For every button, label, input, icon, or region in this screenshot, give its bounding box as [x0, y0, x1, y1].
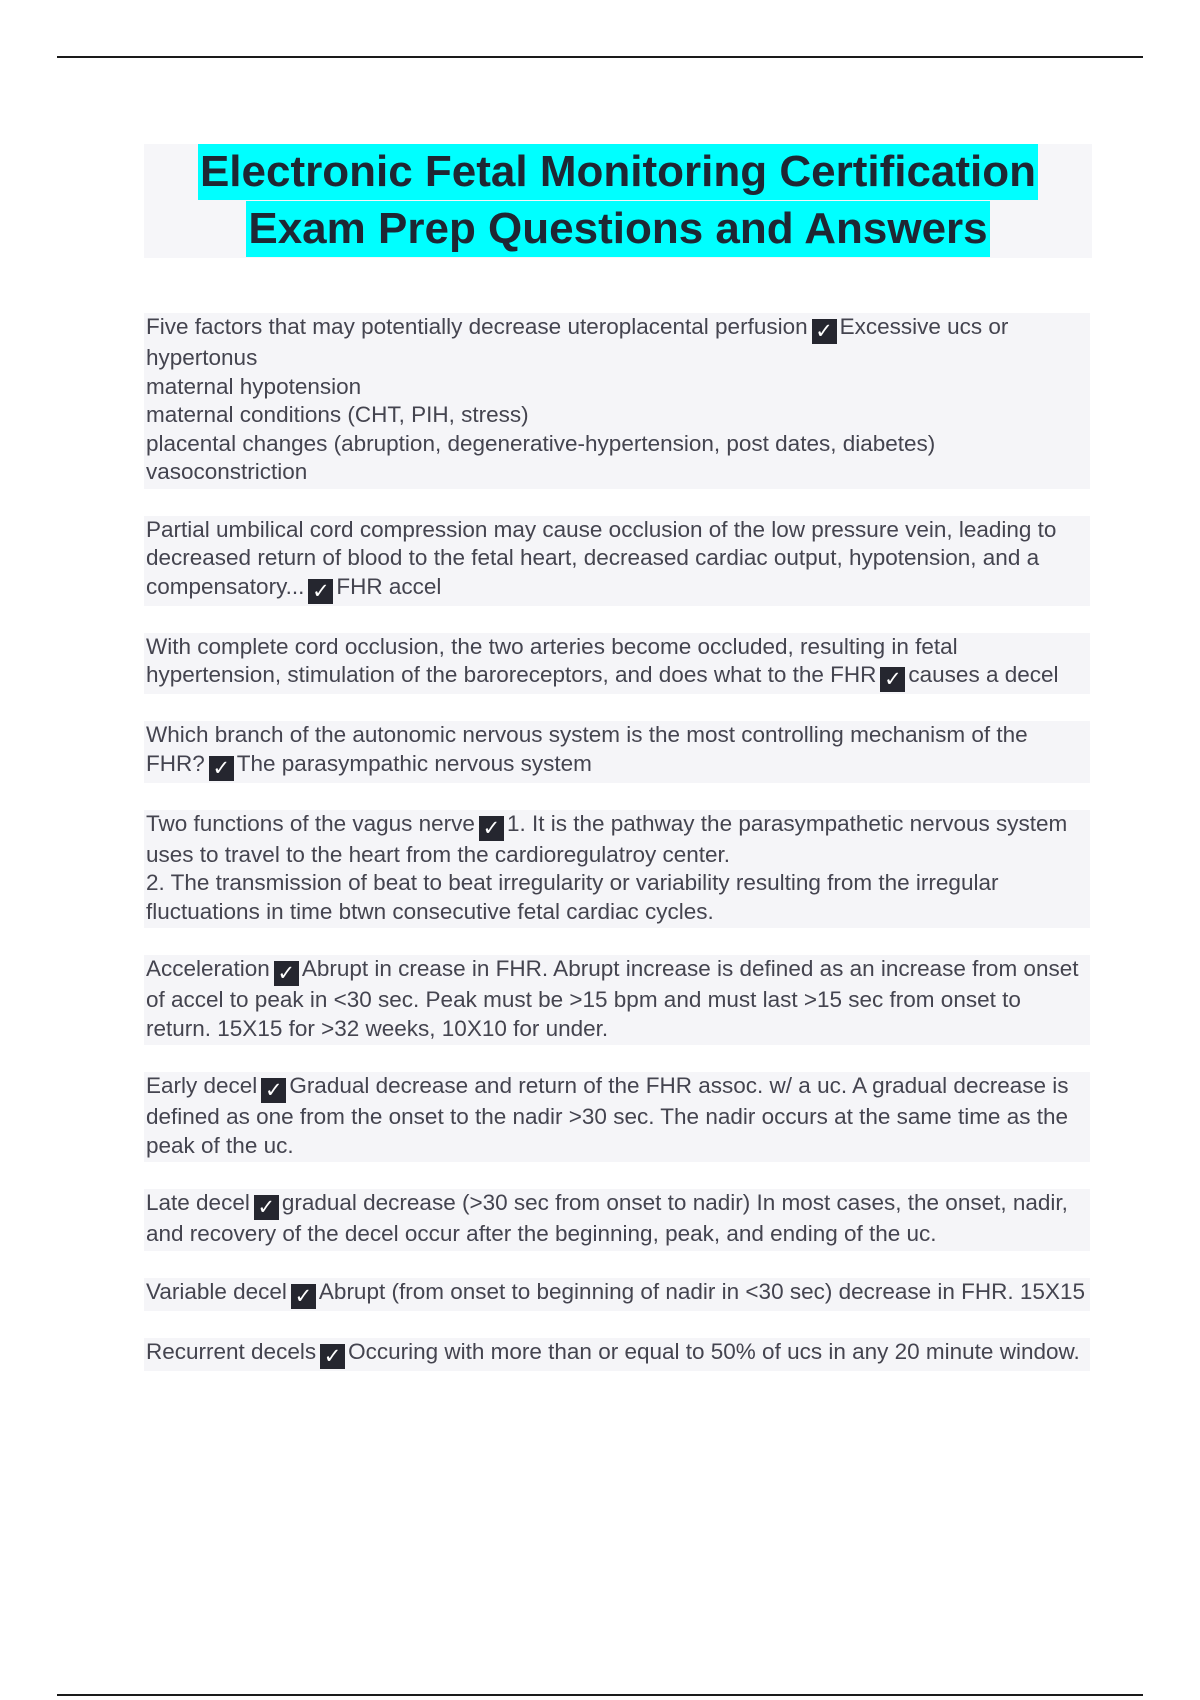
answer-text: placental changes (abruption, degenerative-hypertension, post dates, diabetes): [146, 430, 936, 456]
answer-text: Abrupt in crease in FHR. Abrupt increase is defined as an increase from onset of accel to peak in <30 sec. Peak must be >15 bpm and must last >15 sec from onset to return. 15X15 for >32 weeks, 10X10 for under.: [146, 956, 1079, 1041]
qa-item: [144, 313, 1090, 489]
qa-item: [144, 810, 1090, 929]
question-text: Which branch of the autonomic nervous system is the most controlling mechanism of the FHR?: [146, 722, 1028, 776]
question-text: Recurrent decels: [146, 1338, 317, 1364]
answer-text: maternal conditions (CHT, PIH, stress): [146, 402, 529, 427]
qa-item: [144, 955, 1090, 1045]
qa-item: [144, 1338, 1090, 1371]
qa-item: [144, 516, 1090, 606]
answer-text: Gradual decrease and return of the FHR assoc. w/ a uc. A gradual decrease is defined as one from the onset to the nadir >30 sec. The nadir occurs at the same time as the peak of the uc.: [146, 1073, 1069, 1158]
answer-text: gradual decrease (>30 sec from onset to nadir) In most cases, the onset, nadir, and recovery of the decel occur after the beginning, peak, and ending of the uc.: [146, 1190, 1068, 1246]
checkmark-icon: ✓: [320, 1344, 345, 1369]
answer-text: vasoconstriction: [146, 459, 308, 484]
answer-text: The parasympathic nervous system: [236, 750, 592, 776]
checkmark-icon: ✓: [209, 756, 234, 781]
footer-rule: [57, 1694, 1143, 1696]
checkmark-icon: ✓: [812, 319, 837, 344]
question-text: Five factors that may potentially decrease uteroplacental perfusion: [146, 314, 808, 339]
checkmark-icon: ✓: [254, 1195, 279, 1220]
question-text: With complete cord occlusion, the two arteries become occluded, resulting in fetal hypertension, stimulation of the baroreceptors, and does what to the FHR: [146, 633, 958, 687]
qa-item: [144, 1189, 1090, 1251]
qa-item: [144, 1278, 1090, 1311]
answer-text: FHR accel: [336, 573, 442, 599]
title-line-1: Electronic Fetal Monitoring Certification: [198, 144, 1038, 200]
checkmark-icon: ✓: [479, 816, 504, 841]
checkmark-icon: ✓: [308, 579, 333, 604]
answer-text: Occuring with more than or equal to 50% of ucs in any 20 minute window.: [348, 1338, 1080, 1364]
question-text: Early decel: [146, 1073, 258, 1098]
header-rule: [57, 56, 1143, 58]
answer-text: Excessive ucs or hypertonus: [146, 314, 1009, 370]
qa-item: [144, 633, 1090, 695]
answer-text: causes a decel: [908, 662, 1059, 687]
question-text: Acceleration: [146, 956, 270, 981]
qa-item: [144, 721, 1090, 783]
question-text: Late decel: [146, 1190, 250, 1215]
checkmark-icon: ✓: [291, 1284, 316, 1309]
title-line-2: Exam Prep Questions and Answers: [246, 201, 989, 257]
answer-text: 2. The transmission of beat to beat irregularity or variability resulting from the irregular fluctuations in time btwn consecutive fetal cardiac cycles.: [146, 870, 999, 924]
answer-text: maternal hypotension: [146, 373, 362, 399]
question-text: Variable decel: [146, 1278, 287, 1304]
answer-text: Abrupt (from onset to beginning of nadir in <30 sec) decrease in FHR. 15X15: [318, 1278, 1085, 1304]
question-text: Partial umbilical cord compression may cause occlusion of the low pressure vein, leading to decreased return of blood to the fetal heart, decreased cardiac output, hypotension, and a compensatory...: [146, 516, 1057, 599]
qa-item: [144, 1072, 1090, 1162]
checkmark-icon: ✓: [880, 667, 905, 692]
answer-text: 1. It is the pathway the parasympathetic nervous system uses to travel to the heart from the cardioregulatroy center.: [146, 810, 1068, 867]
checkmark-icon: ✓: [274, 961, 299, 986]
checkmark-icon: ✓: [261, 1078, 286, 1103]
question-text: Two functions of the vagus nerve: [146, 810, 475, 836]
document-title: [144, 144, 1092, 258]
qa-list: [144, 313, 1090, 1398]
